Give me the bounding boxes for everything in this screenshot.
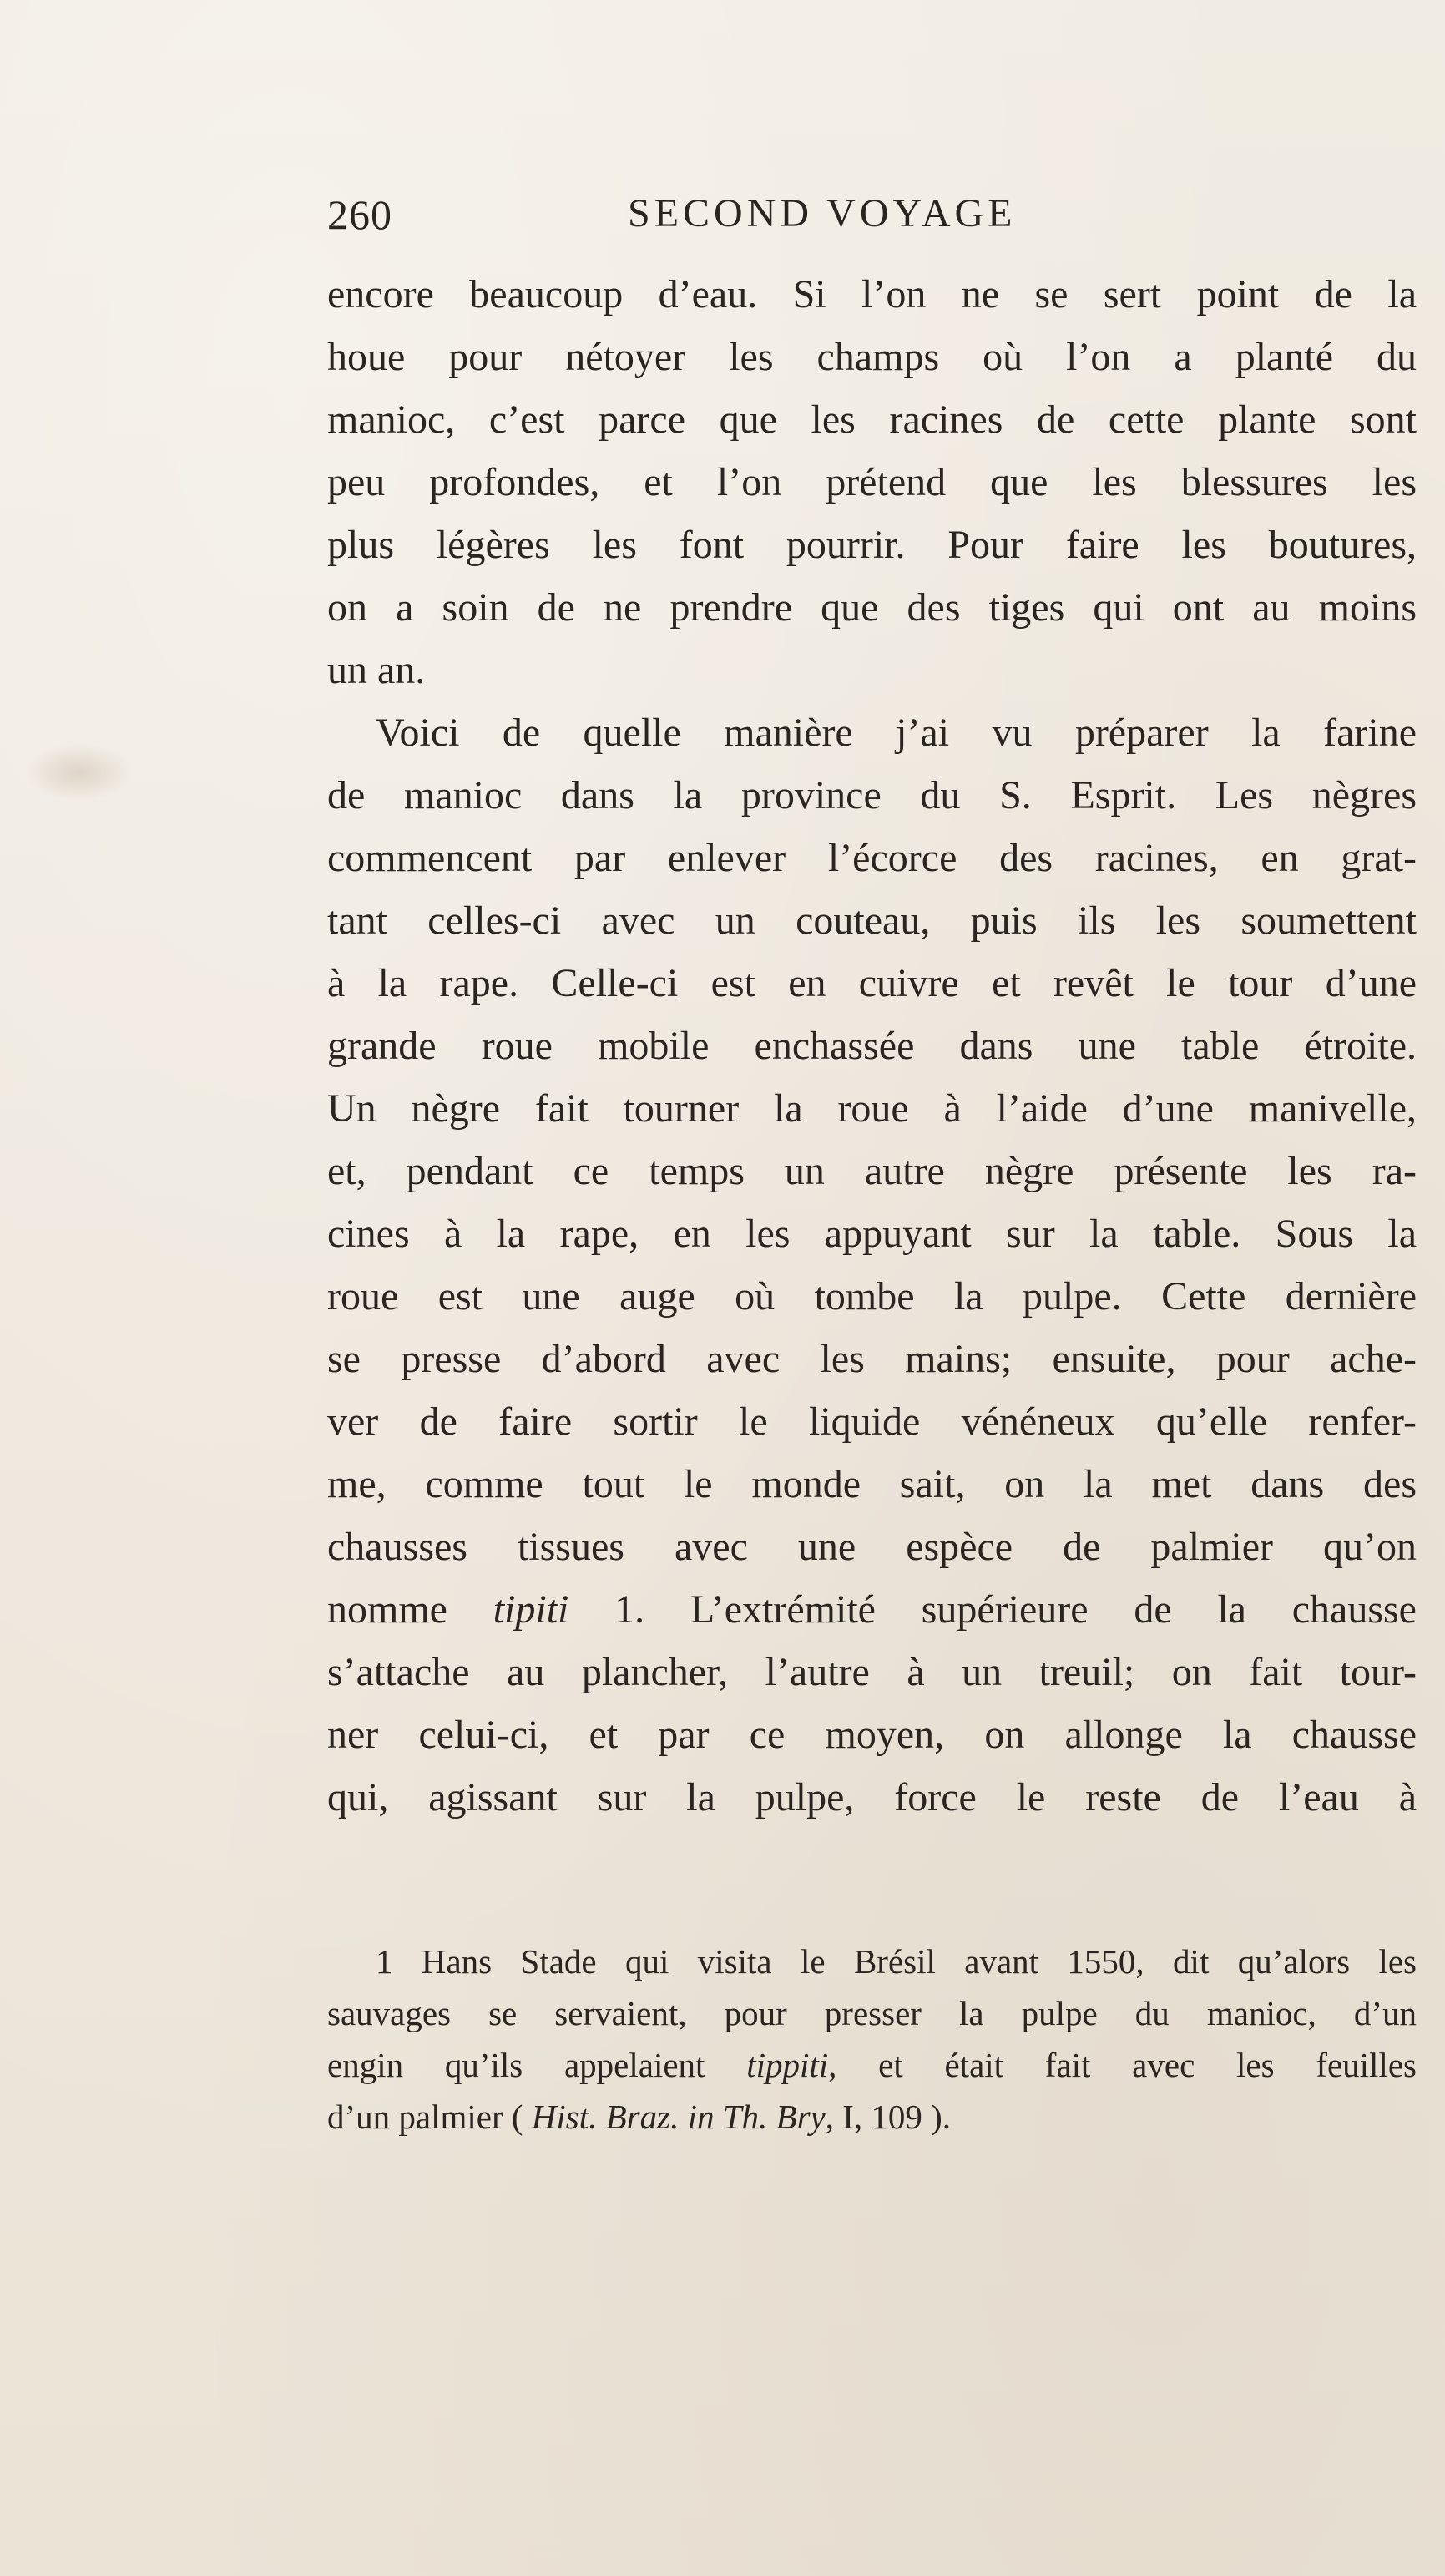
footnote	[327, 1936, 1417, 2143]
text-line: manioc, c’est parce que les racines de cette plante sont	[327, 397, 1417, 442]
text-line: et, pendant ce temps un autre nègre présente les ra-	[327, 1149, 1417, 1193]
text-line: tant celles-ci avec un couteau, puis ils les soumettent	[327, 898, 1417, 943]
text-line: ver de faire sortir le liquide vénéneux qu’elle renfer-	[327, 1399, 1417, 1444]
text-line: Voici de quelle manière j’ai vu préparer la farine	[376, 711, 1417, 755]
text-line: houe pour nétoyer les champs où l’on a planté du	[327, 335, 1417, 379]
page-number: 260	[327, 191, 392, 238]
text-segment: engin qu’ils appelaient	[327, 2046, 747, 2084]
text-line: ner celui-ci, et par ce moyen, on allonge la chausse	[327, 1713, 1417, 1757]
main-text	[327, 263, 1417, 1829]
text-line: de manioc dans la province du S. Esprit. Les nègres	[327, 773, 1417, 817]
text-line: qui, agissant sur la pulpe, force le reste de l’eau à	[327, 1775, 1417, 1819]
italic-term: tipiti	[493, 1587, 569, 1632]
page-header	[327, 190, 1137, 240]
text-line: me, comme tout le monde sait, on la met dans des	[327, 1462, 1417, 1506]
text-line: se presse d’abord avec les mains; ensuite, pour ache-	[327, 1337, 1417, 1381]
paper-stain	[25, 743, 134, 802]
text-segment: 1. L’extrémité supérieure de la chausse	[568, 1587, 1417, 1632]
text-segment: , et était fait avec les feuilles	[828, 2046, 1417, 2084]
text-line: à la rape. Celle-ci est en cuivre et revêt le tour d’une	[327, 961, 1417, 1005]
footnote-line: sauvages se servaient, pour presser la pulpe du manioc, d’un	[327, 1994, 1417, 2032]
text-segment: , I, 109 ).	[825, 2098, 952, 2136]
text-line: plus légères les font pourrir. Pour faire les boutures,	[327, 523, 1417, 567]
text-line: cines à la rape, en les appuyant sur la table. Sous la	[327, 1212, 1417, 1256]
text-line: encore beaucoup d’eau. Si l’on ne se sert point de la	[327, 272, 1417, 316]
footnote-line	[327, 2091, 1417, 2143]
text-line: commencent par enlever l’écorce des racines, en grat-	[327, 836, 1417, 880]
text-line: s’attache au plancher, l’autre à un treuil; on fait tour-	[327, 1650, 1417, 1694]
text-line: un an.	[327, 648, 426, 692]
text-line: grande roue mobile enchassée dans une table étroite.	[327, 1024, 1417, 1068]
text-line: Un nègre fait tourner la roue à l’aide d’une manivelle,	[327, 1086, 1417, 1131]
footnote-line: 1 Hans Stade qui visita le Brésil avant 1550, dit qu’alors les	[376, 1942, 1417, 1981]
text-line: roue est une auge où tombe la pulpe. Cette dernière	[327, 1274, 1417, 1318]
footnote-line	[327, 2039, 1417, 2091]
text-line-with-italic	[327, 1578, 1417, 1641]
text-line: on a soin de ne prendre que des tiges qui ont au moins	[327, 585, 1417, 630]
text-line: chausses tissues avec une espèce de palmier qu’on	[327, 1525, 1417, 1569]
text-segment: nomme	[327, 1587, 493, 1632]
running-head: SECOND VOYAGE	[628, 191, 1017, 235]
italic-citation: Hist. Braz. in Th. Bry	[531, 2098, 826, 2136]
text-segment: d’un palmier (	[327, 2098, 532, 2136]
text-line: peu profondes, et l’on prétend que les blessures les	[327, 460, 1417, 504]
italic-term: tippiti	[746, 2046, 829, 2084]
